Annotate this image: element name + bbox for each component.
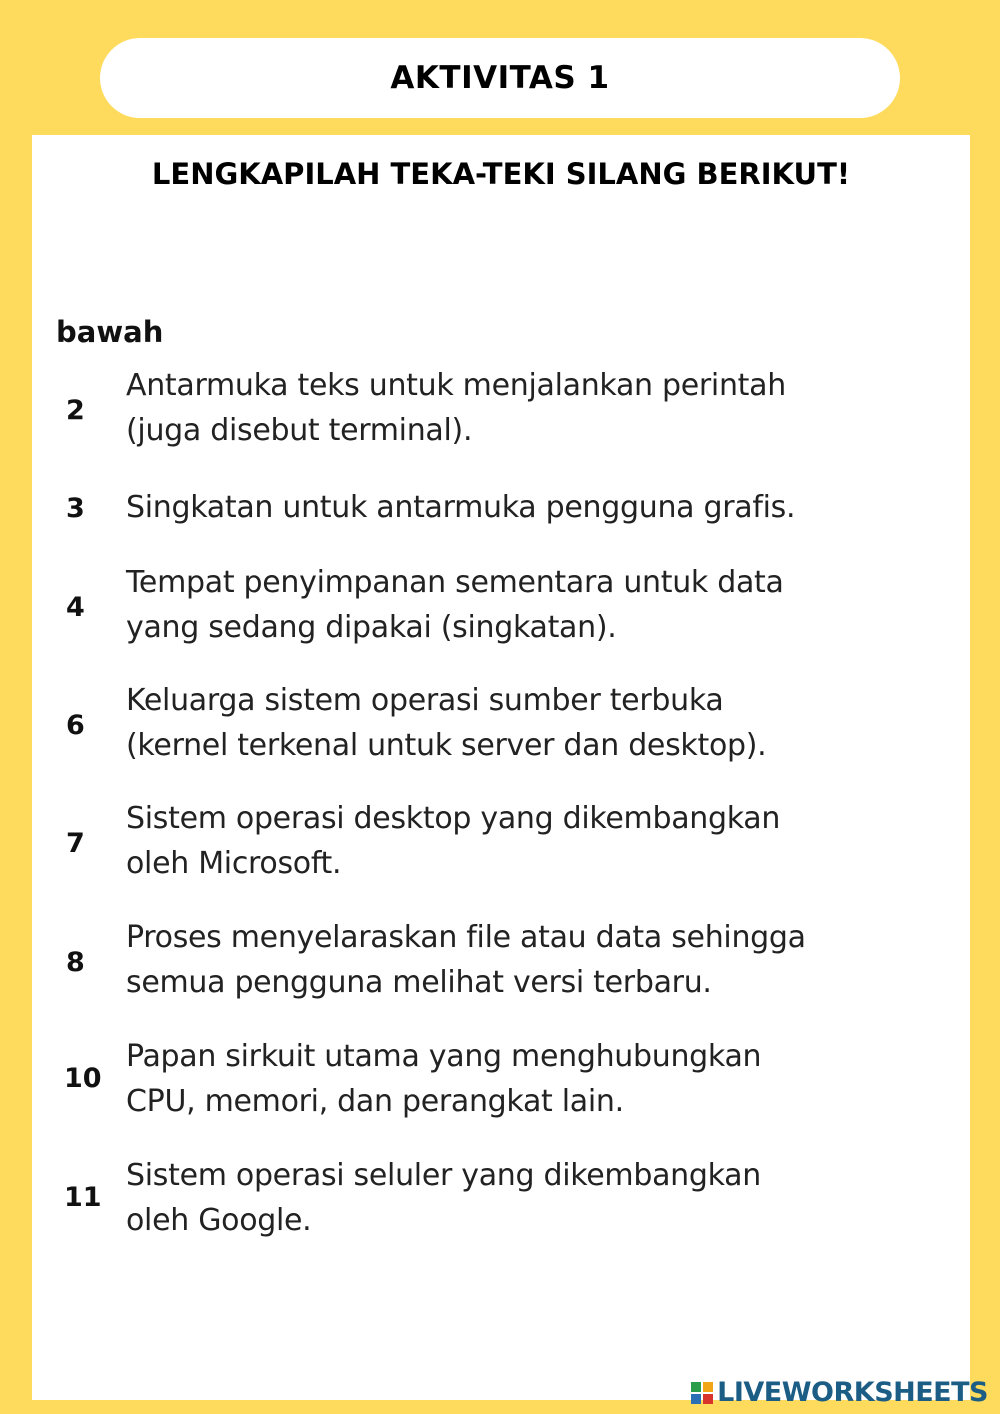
- instruction-heading: LENGKAPILAH TEKA-TEKI SILANG BERIKUT!: [151, 157, 851, 191]
- clue-text: Papan sirkuit utama yang menghubungkan CPU, memori, dan perangkat lain.: [126, 1039, 762, 1119]
- clue-number: 10: [64, 1063, 102, 1094]
- clue-number: 11: [64, 1182, 102, 1213]
- clue-text: Sistem operasi desktop yang dikembangkan oleh Microsoft.: [126, 801, 781, 881]
- clue-text: Proses menyelaraskan file atau data sehingga semua pengguna melihat versi terbaru.: [126, 920, 806, 1000]
- worksheet-panel: [32, 135, 970, 1400]
- clue-number: 7: [66, 828, 85, 859]
- clue-number: 6: [66, 710, 85, 741]
- clue-number: 4: [66, 592, 85, 623]
- liveworksheets-logo-icon: [691, 1382, 713, 1404]
- clue-number: 2: [66, 395, 85, 426]
- clue-text: Singkatan untuk antarmuka pengguna grafis.: [126, 490, 796, 525]
- clue-number: 8: [66, 947, 85, 978]
- brand-name: LIVEWORKSHEETS: [717, 1377, 988, 1408]
- clue-text: Tempat penyimpanan sementara untuk data yang sedang dipakai (singkatan).: [126, 565, 784, 645]
- page-title: AKTIVITAS 1: [390, 60, 610, 96]
- clue-number: 3: [66, 493, 85, 524]
- clue-text: Antarmuka teks untuk menjalankan perintah (juga disebut terminal).: [126, 368, 786, 448]
- clue-text: Sistem operasi seluler yang dikembangkan oleh Google.: [126, 1158, 761, 1238]
- liveworksheets-brand-link[interactable]: [691, 1377, 988, 1408]
- section-label-down: bawah: [56, 315, 164, 349]
- clue-text: Keluarga sistem operasi sumber terbuka (kernel terkenal untuk server dan desktop).: [126, 683, 767, 763]
- title-banner: [100, 38, 900, 118]
